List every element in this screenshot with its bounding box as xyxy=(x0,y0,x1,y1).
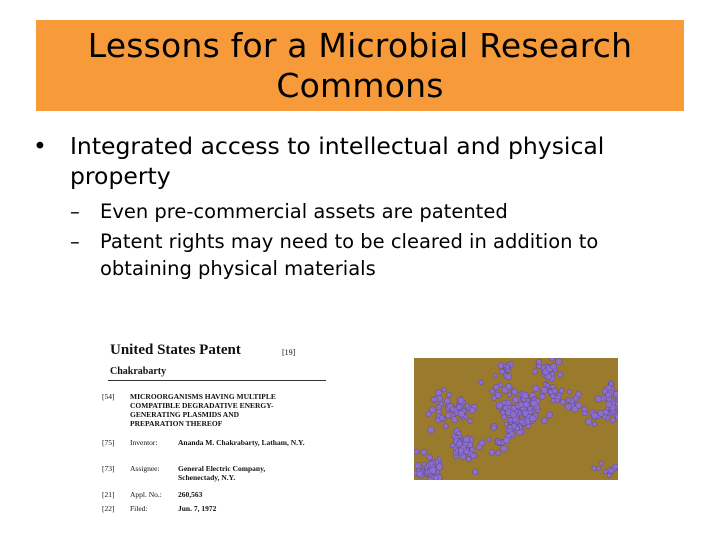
patent-field-code: [75] xyxy=(102,438,115,447)
patent-field-value: Jun. 7, 1972 xyxy=(178,504,217,513)
patent-document-image xyxy=(102,334,332,520)
microbe-cell xyxy=(427,454,433,460)
sub-bullet-item xyxy=(30,228,690,282)
microbe-cell xyxy=(502,415,507,420)
microbe-cell xyxy=(450,407,455,412)
microbe-cell xyxy=(522,410,528,416)
microbe-cell xyxy=(599,461,603,465)
microbe-cell xyxy=(470,408,476,414)
microbe-cell xyxy=(501,411,505,415)
microbe-cell xyxy=(467,442,473,448)
sub-bullet-marker: – xyxy=(70,200,80,223)
microbe-cell xyxy=(493,373,497,377)
microbe-cell xyxy=(506,384,512,390)
bullet-text: Integrated access to intellectual and physical property xyxy=(70,132,605,190)
microbe-cell xyxy=(458,398,464,404)
microbe-cell xyxy=(493,384,499,390)
microbe-cell xyxy=(479,380,484,385)
microbe-cell xyxy=(415,462,421,468)
microbe-cell xyxy=(465,404,470,409)
microbe-cell xyxy=(529,415,536,422)
microbe-cell xyxy=(439,415,445,421)
microbe-cell xyxy=(510,412,516,418)
microbe-cell xyxy=(491,425,497,431)
microbe-cell xyxy=(496,451,501,456)
bullet-item xyxy=(30,131,690,191)
microbe-cell xyxy=(520,419,525,424)
patent-field-label: Filed: xyxy=(130,504,148,513)
microbe-cell xyxy=(430,467,437,474)
microbe-cell xyxy=(472,469,478,475)
microbe-cell xyxy=(505,374,511,380)
sub-bullet-text: Even pre-commercial assets are patented xyxy=(100,200,508,223)
bullet-list xyxy=(30,131,690,282)
microbe-cell xyxy=(511,405,516,410)
microbe-cell xyxy=(505,365,509,369)
microbe-cell xyxy=(499,369,504,374)
microbe-cell xyxy=(414,449,419,454)
patent-field-filed xyxy=(102,504,332,513)
microbe-cell xyxy=(464,449,469,454)
microbe-cell xyxy=(443,424,448,429)
microbe-cell xyxy=(450,443,455,448)
microbe-cell xyxy=(532,369,537,374)
microbe-cell xyxy=(536,359,542,365)
microbe-cell xyxy=(595,396,601,402)
microbe-cell xyxy=(606,385,612,391)
microbe-cell xyxy=(451,417,457,423)
microbe-cell xyxy=(592,422,597,427)
microbe-cell xyxy=(582,406,587,411)
microbe-cell xyxy=(576,402,582,408)
microbe-cell xyxy=(591,412,598,419)
patent-field-value: Ananda M. Chakrabarty, Latham, N.Y. xyxy=(178,438,305,447)
microbe-cell xyxy=(442,387,447,392)
patent-field-label: Inventor: xyxy=(130,438,158,447)
slide-title: Lessons for a Microbial Research Commons xyxy=(87,25,633,105)
microbe-cell xyxy=(613,391,618,397)
patent-bracket-number: [19] xyxy=(282,348,296,357)
patent-field-title xyxy=(102,392,332,428)
microbe-cell xyxy=(486,437,491,442)
microbe-cell xyxy=(497,440,502,445)
microbe-cell xyxy=(428,427,435,434)
microbe-cell xyxy=(522,392,529,399)
microbe-cell xyxy=(436,390,442,396)
microbe-cell xyxy=(528,406,533,411)
microbe-cell xyxy=(508,425,512,429)
microbe-cell xyxy=(426,412,431,417)
microbe-cell xyxy=(607,397,612,402)
microbe-cell xyxy=(498,363,504,369)
patent-field-code: [21] xyxy=(102,490,115,499)
sub-bullet-marker: – xyxy=(70,230,80,253)
microbe-cell xyxy=(552,388,557,393)
microbe-cell xyxy=(429,461,434,466)
microbe-cell xyxy=(541,387,547,393)
title-band xyxy=(36,20,684,111)
microbe-cell xyxy=(512,389,518,395)
microbe-cell xyxy=(436,405,441,410)
microbe-cell xyxy=(585,418,592,425)
microbe-cell xyxy=(445,412,451,418)
microbe-cell xyxy=(531,400,538,407)
microbe-cell xyxy=(539,394,545,400)
microbe-cell xyxy=(512,396,519,403)
patent-field-value: 260,563 xyxy=(178,490,203,499)
microbe-cell xyxy=(468,419,473,424)
patent-field-label: Assignee: xyxy=(130,464,160,473)
microbe-cell xyxy=(503,405,508,410)
microbe-cell xyxy=(431,397,436,402)
microbe-cell xyxy=(515,426,520,431)
microbe-cell xyxy=(566,398,571,403)
microbe-cell xyxy=(613,464,618,469)
microbe-micrograph-image xyxy=(414,358,618,480)
microbe-cell xyxy=(615,415,618,420)
microbe-cell xyxy=(533,385,540,392)
microbe-cell xyxy=(428,477,433,480)
patent-field-label: Appl. No.: xyxy=(130,490,162,499)
patent-field-code: [73] xyxy=(102,464,115,473)
microbe-cell xyxy=(567,390,572,395)
patent-field-appl-no xyxy=(102,490,332,499)
microbe-cell xyxy=(565,404,572,411)
patent-field-assignee xyxy=(102,464,332,482)
microbe-cell xyxy=(489,450,495,456)
microbe-cell xyxy=(466,456,471,461)
microbe-cell xyxy=(607,473,612,478)
microbe-cell xyxy=(609,469,614,474)
microbe-cell xyxy=(463,436,469,442)
microbe-cell xyxy=(433,475,438,480)
microbe-cell xyxy=(549,358,555,361)
microbe-cell xyxy=(519,402,524,407)
sub-bullet-item xyxy=(30,198,690,225)
microbe-cell xyxy=(508,418,513,423)
microbe-cell xyxy=(556,358,563,365)
patent-field-code: [54] xyxy=(102,392,115,401)
patent-divider xyxy=(108,380,326,381)
microbe-cell xyxy=(507,393,512,398)
microbe-cell xyxy=(555,398,560,403)
microbe-cell xyxy=(592,466,597,471)
microbe-cell xyxy=(551,363,557,369)
microbe-cell xyxy=(458,411,464,417)
sub-bullet-text: Patent rights may need to be cleared in addition to obtaining physical materials xyxy=(100,230,599,280)
patent-field-inventor xyxy=(102,438,332,447)
microbe-cell xyxy=(417,471,423,477)
patent-field-value: MICROORGANISMS HAVING MULTIPLE COMPATIBLE DEGRADATIVE ENERGY-GENERATING PLASMIDS AND PREPARATION THEREOF xyxy=(130,392,276,428)
microbe-cell xyxy=(421,449,427,455)
microbe-cell xyxy=(606,402,612,408)
microbe-cell xyxy=(502,401,507,406)
microbe-cell xyxy=(559,388,564,393)
microbe-cell xyxy=(545,383,550,388)
microbe-cell xyxy=(504,422,509,427)
patent-field-code: [22] xyxy=(102,504,115,513)
microbe-cell xyxy=(596,466,601,471)
microbe-cell xyxy=(477,444,483,450)
patent-heading: United States Patent xyxy=(110,342,241,358)
microbe-cell xyxy=(610,418,616,424)
microbe-cell xyxy=(444,398,450,404)
microbe-cell xyxy=(458,448,464,454)
microbe-cell xyxy=(546,374,552,380)
microbe-cell xyxy=(501,445,508,452)
microbe-cell xyxy=(490,389,495,394)
microbe-cell xyxy=(492,396,497,401)
microbe-cell xyxy=(541,418,547,424)
microbe-cell xyxy=(547,412,553,418)
patent-field-value: General Electric Company, Schenectady, N.Y. xyxy=(178,464,266,482)
bullet-marker: • xyxy=(33,132,47,160)
microbe-cell xyxy=(436,464,443,471)
microbe-cell xyxy=(558,372,563,377)
microbe-cell xyxy=(447,392,452,397)
microbe-cell xyxy=(503,437,510,444)
microbe-cell xyxy=(560,399,566,405)
patent-inventor-surname: Chakrabarty xyxy=(110,366,167,377)
microbe-cell xyxy=(457,431,461,435)
microbe-cell xyxy=(598,410,604,416)
